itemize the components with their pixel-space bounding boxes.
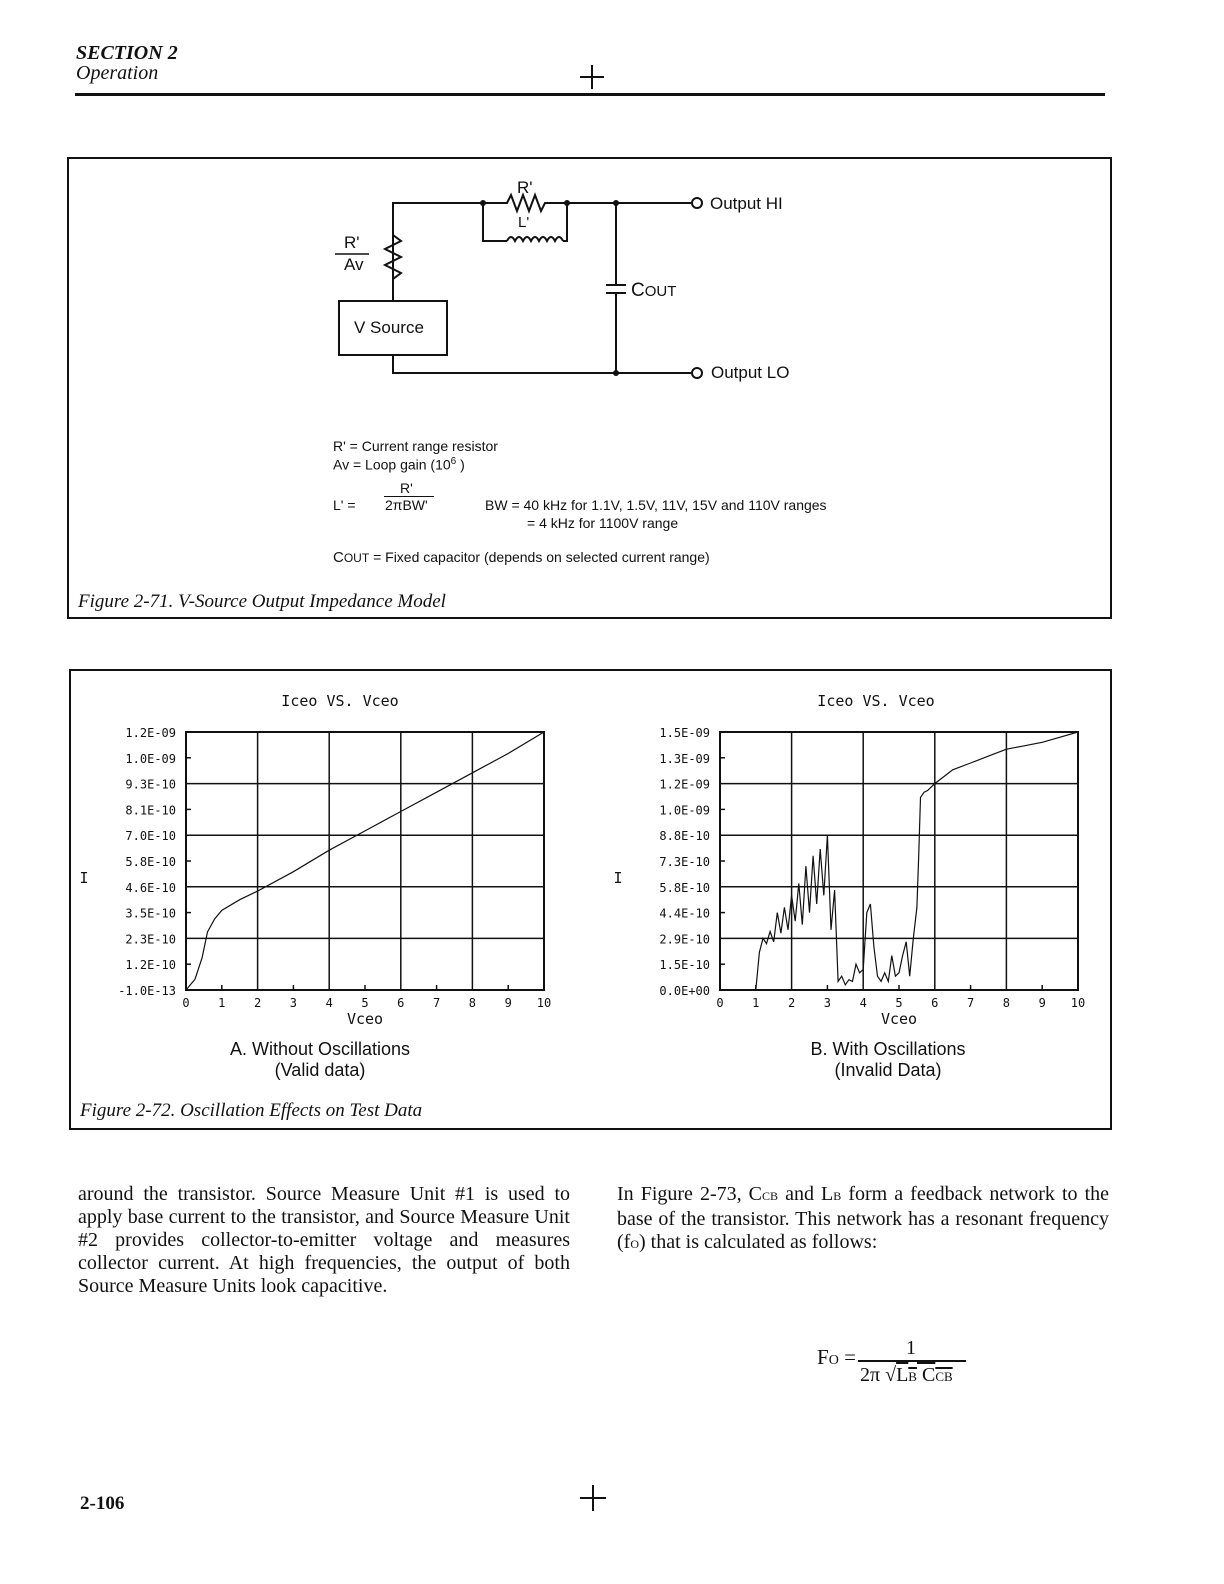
chart-a-xtick-label: 7 [432,996,441,1010]
chart-b-ytick-label: 1.5E-10 [659,958,710,973]
legend-cout: COUT = Fixed capacitor (depends on selected current range) [333,549,710,566]
header-rule [75,93,1105,96]
registration-mark-top [577,63,607,91]
legend-l-eq-lhs: L' = [333,497,356,513]
chart-a-xlabel: Vceo [346,1010,384,1028]
label-output-lo: Output LO [711,363,790,382]
chart-a-ytick-label: 2.3E-10 [125,932,176,947]
chart-b-ytick-label: 7.3E-10 [659,855,710,869]
chart-b [600,670,1110,1030]
chart-b-xlabel: Vceo [880,1010,918,1028]
chart-b-ylabel: I [613,869,623,887]
legend-r-prime: R' = Current range resistor [333,438,498,454]
chart-b-frame [720,732,1078,990]
chart-a-xtick-label: 3 [289,996,298,1010]
chart-b-ytick-label: 0.0E+00 [659,984,710,998]
chart-a [70,670,590,1030]
chart-a-ytick-label: 5.8E-10 [125,855,176,869]
chart-b-note: (Invalid Data) [834,1060,942,1080]
label-v-source: V Source [354,318,424,337]
legend-bw-line2: = 4 kHz for 1100V range [527,515,679,531]
chart-a-subtitle: A. Without Oscillations [229,1039,411,1059]
chart-a-ytick-label: 1.2E-09 [125,726,176,740]
chart-a-ytick-label: 9.3E-10 [125,777,176,792]
registration-mark-bottom [578,1483,608,1513]
chart-a-xtick-label: 8 [468,996,477,1010]
label-r-over-av-den: Av [344,255,364,274]
label-r-over-av-num: R' [344,233,360,252]
figure-2-71-caption: Figure 2-71. V-Source Output Impedance Model [78,591,446,612]
chart-a-ytick-label: 7.0E-10 [125,829,176,844]
chart-a-ytick-label: 8.1E-10 [125,803,176,818]
formula-denominator: 2π √LB CCB [860,1364,953,1386]
legend-av: Av = Loop gain ($10^6$ ) [333,456,465,473]
chart-b-xtick-label: 6 [931,996,939,1010]
chart-a-xtick-label: 0 [182,996,190,1010]
body-right-column: In Figure 2-73, CCB and LB form a feedback network to the base of the transistor. This network has a resonant frequency (fO) that is calculated as follows: [617,1183,1110,1253]
chart-b-xtick-label: 2 [787,996,796,1010]
chart-a-xtick-label: 5 [361,996,369,1010]
legend-l-eq-den: 2πBW' [385,497,428,513]
chart-b-ytick-label: 1.3E-09 [659,751,710,766]
chart-b-ytick-label: 8.8E-10 [659,829,710,844]
chart-b-ytick-label: 1.2E-09 [659,777,710,792]
legend-l-eq-num: R' [400,480,413,496]
label-l-prime: L' [518,214,530,231]
chart-b-xtick-label: 9 [1038,996,1046,1010]
chart-a-xtick-label: 1 [218,996,226,1010]
chart-b-ytick-label: 5.8E-10 [659,880,710,895]
page-number: 2-106 [80,1493,125,1514]
chart-b-xtick-label: 0 [716,996,724,1010]
legend-bw-line1: BW = 40 kHz for 1.1V, 1.5V, 11V, 15V and 110V ranges [485,497,827,513]
chart-a-xtick-label: 4 [325,996,333,1010]
chart-a-ytick-label: -1.0E-13 [118,984,176,998]
chart-a-ytick-label: 4.6E-10 [125,880,176,895]
chart-b-ytick-label: 1.5E-09 [659,726,710,740]
label-c-out: COUT [631,280,677,301]
chart-b-series-line [720,732,1078,990]
chart-b-subtitle: B. With Oscillations [810,1039,966,1059]
chart-a-ylabel: I [79,869,89,887]
chart-a-title: Iceo VS. Vceo [281,692,399,710]
chart-a-ytick-label: 3.5E-10 [125,906,176,921]
chart-b-ytick-label: 1.0E-09 [659,803,710,818]
chart-a-frame [186,732,544,990]
chart-a-xtick-label: 2 [253,996,262,1010]
label-r-prime: R' [517,178,533,197]
formula-lhs: FO = [817,1345,856,1369]
formula-numerator: 1 [906,1337,916,1359]
body-left-column: around the transistor. Source Measure Unit #1 is used to apply base current to the transistor, and Source Measure Unit #2 provides collector-to-emitter voltage and measures collector current. At high frequencies, the output of both Source Measure Units look capacitive. [78,1183,570,1297]
chart-b-xtick-label: 8 [1002,996,1011,1010]
chart-a-xtick-label: 10 [536,996,552,1010]
section-subheading: Operation [76,62,159,84]
chart-a-ytick-label: 1.2E-10 [125,958,176,973]
section-heading: SECTION 2 [76,42,178,64]
chart-b-xtick-label: 5 [895,996,903,1010]
chart-b-title: Iceo VS. Vceo [817,692,935,710]
label-output-hi: Output HI [710,194,783,213]
chart-a-xtick-label: 9 [504,996,512,1010]
chart-a-ytick-label: 1.0E-09 [125,751,176,766]
chart-b-ytick-label: 2.9E-10 [659,932,710,947]
chart-b-ytick-label: 4.4E-10 [659,906,710,921]
chart-a-note: (Valid data) [274,1060,366,1080]
chart-b-xtick-label: 3 [823,996,832,1010]
chart-a-series-line [186,732,544,990]
chart-b-xtick-label: 10 [1070,996,1086,1010]
chart-b-xtick-label: 1 [752,996,760,1010]
chart-b-xtick-label: 7 [966,996,975,1010]
figure-2-72-caption: Figure 2-72. Oscillation Effects on Test Data [80,1100,423,1121]
formula-bar [858,1360,966,1362]
chart-b-xtick-label: 4 [859,996,867,1010]
chart-a-xtick-label: 6 [397,996,405,1010]
